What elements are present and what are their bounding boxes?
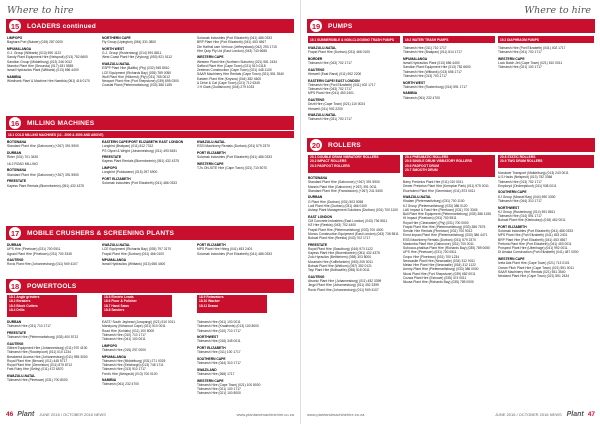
section-number: 18	[8, 279, 22, 293]
listing: Hirewell (East Rand) (011) 902 2200	[308, 72, 362, 77]
listing: Standard Plant Hire (Gaborone) (+267) 391 5900	[308, 180, 380, 185]
listing: Longbird (Polokwane) (015) 297 6900	[102, 170, 158, 175]
listing: Road Hire (Kohlatu) (011) 100 8000	[102, 328, 155, 333]
listing: ESPP Plant Hire (Ballito) (Pty) (032) 945 8510	[102, 66, 170, 71]
listing: Tidmarsh Hire (Middelburg) (031) 271 0025	[102, 358, 166, 363]
listing: J H Clark (Oudtshoorn) (044) 279 1033	[197, 85, 255, 90]
milling-col-2	[102, 140, 194, 200]
listing: Ntambo Plant Hire (Secunda) (017) 631 5555	[7, 63, 74, 68]
listing: Royal Plant Hire (Sasolburg) (016) 973 1122	[308, 246, 373, 251]
region-heading: PORT ELIZABETH	[498, 224, 527, 229]
region-heading: KWAZULU-NATAL	[102, 243, 131, 247]
region-heading: PORT ELIZABETH	[197, 150, 226, 155]
listing: Ekurhuleni Plant Hire (Germiston) (011) 873 0011	[403, 188, 476, 193]
rollers-subs-2	[403, 155, 495, 177]
rollers-col-3	[498, 171, 594, 406]
listing: Metan Hire Plant Hire (Newcastle) (034) 312 1122	[403, 263, 476, 268]
pumps-sub-2: 19.2 WATER/ TRASH PUMPS	[403, 36, 495, 43]
listing: Tidmarsh Hire (Port Elizabeth) (041) 402 1717	[498, 46, 566, 50]
listing: Tidmarsh Hire (016) 345 0011	[197, 339, 241, 344]
crushers-col-2	[102, 243, 194, 273]
listing: Cozwa Plant Hire (Eshowe) (035) 474 0011	[403, 275, 467, 280]
listing: Tayi Plant Hire (Bothaville) (056) 515 0011	[308, 268, 370, 273]
region-heading: FREESTATE	[102, 155, 122, 160]
listing: Bobcat Plant Hire (Klerksdorp) (018) 462 0011	[498, 218, 566, 223]
listing: Tidmarsh Hire (010) 710 1717	[197, 328, 241, 333]
pumps-col-3	[498, 46, 594, 128]
listing: KJ Group (Pietermaritzburg) (033) 386 0120	[403, 203, 468, 208]
region-heading: GAUTENG	[308, 98, 325, 103]
listing: Mannis Plant Hire (Gaborone) (+267) 391 0011	[308, 184, 377, 189]
powertools-col-1	[7, 320, 99, 406]
sub-category: 20.5 SINGLE DRUM VIBRATORY ROLLERS	[405, 159, 472, 164]
listing: Royal Plant Hire (Benoni) (011) 445 5717	[7, 358, 68, 363]
listing: Tidmarsh Hire (013) 910 1717	[102, 367, 146, 372]
listing: Standard Plant Hire (Gaborone) (+267) 391 5900	[7, 144, 79, 149]
listing: Hi Impact (Pinetown) (031) 700 5511	[403, 216, 457, 221]
listing: Barry Pretorius Plant Hire (011) 010 0011	[403, 180, 464, 184]
listing: Tidmarsh Hire (Pinetown) (031) 700 8000	[7, 378, 68, 383]
listing: Tidmarsh Hire (011) 710 1717	[403, 46, 447, 50]
listing: Tidmarsh Hire (014) 591 1717	[498, 214, 542, 219]
region-heading: NAMIBIA	[102, 378, 117, 383]
listing: Sandton Group (Middelburg) (013) 246 0012	[7, 59, 73, 64]
region-heading: LIMPOPO	[102, 166, 118, 171]
region-heading: WESTERN CAPE	[197, 55, 224, 60]
listing: Standard Plant Hire (Gaborone) (+267) 391 5900	[7, 172, 79, 177]
listing: Zolo Hyraulics (Bethlehem) (058) 303 8000	[308, 255, 372, 260]
listing: Frapid Plant Hire (Pietermaritzburg) (033) 700 4000	[308, 227, 384, 232]
listing: TJ's ON-SITE Hire (Cape Town) (021) 710 5070	[197, 166, 268, 171]
listing: Nkosa Plant Hire (Richards Bay) (035) 789 0000	[403, 280, 474, 285]
sub-category: 18.1 Angle grinders	[9, 295, 40, 299]
listing: Kayess Plant Hire (Bloemfontein) (051) 432 4375	[308, 251, 380, 256]
region-heading: MPUMALANGA	[102, 258, 127, 263]
listing: BRP Plant Hire (Port Elizabeth) (041) 453 4567	[197, 40, 267, 45]
region-heading: NORTH WEST	[102, 46, 125, 51]
listing: Rovic Plant Hire (Johannesburg) (011) 949 4107	[7, 262, 78, 267]
region-heading: GAUTENG	[7, 341, 24, 346]
listing: Ammy-Plant Hire (Pietermaritzburg) (033) 386 0000	[403, 267, 479, 272]
powertools-col-2	[102, 320, 194, 406]
listing: Tidmarsh Hire (031) 710 1717	[7, 324, 51, 329]
region-heading: NAMIBIA	[7, 74, 22, 79]
listing: Subocca-phalitua Plant Hire (Richards Bay) (035) 789 0050	[403, 246, 490, 251]
footer-right	[301, 409, 600, 420]
listing: Royal Plant Hire (Germiston) (011) 875 8712	[7, 363, 73, 368]
listing: Grupo Hire (Pinetown) (031) 700 1234	[403, 254, 460, 259]
listing: Ocean Pitch Plant Hire (Cape Town) (021) 551 0011	[498, 265, 574, 270]
listing: Hirewell (011) 902 2200	[308, 106, 343, 111]
sub-category: 18.2 Breakers	[9, 299, 31, 304]
listing: Mandyuny (Kirkwood Cape) (021) 510 0011	[102, 324, 166, 329]
listing: Kayess Plant Rentals (Bloemfontein) (051) 432 4375	[7, 183, 84, 188]
listing: Standard Plant Hire (Francistown) (+267) 241 5400	[308, 188, 383, 193]
listing: Hire Quip Pty Ltd (East London) (043) 743 6655	[197, 48, 268, 53]
region-heading: SOUTHERN CAPE	[498, 190, 527, 195]
loaders-col-3	[197, 36, 293, 110]
listing: G.J. Group (Rustenburg) (014) 591 8811	[102, 51, 162, 56]
listing: BRP Plant Hire (Port Elizabeth) (041) 453 4567	[498, 237, 568, 242]
listing: Coastal Plant (Pietermaritzburg) (033) 386 1155	[102, 83, 172, 88]
crushers-col-1	[7, 243, 99, 273]
listing: Windhoek Plant & Machine Hire Namibia (061) 416 0170	[7, 79, 90, 84]
listing: Monos Construction Equipment (East London) (043) 736 5511	[308, 231, 399, 236]
sub-category: 20.2 IMPACT ROLLERS	[310, 159, 347, 164]
listing: Newport Plant Hire (Port Shepstone) (039) 695 0300	[102, 79, 179, 84]
listing: Newcastle Plant Hire (Newcastle) (034) 312 0011	[403, 258, 475, 263]
region-heading: KWAZULU-NATAL	[308, 46, 337, 50]
listing: Safford Plant Hire (Cape Town) (021) 510 0118	[197, 63, 266, 68]
listing: Morokwe Transport (Middelburg) (013) 243 0011	[498, 171, 569, 175]
section-title: MOBILE CRUSHERS & SCREENING PLANTS	[27, 229, 175, 237]
region-heading: DURBAN	[308, 195, 323, 200]
brand-logo-right: Plant	[566, 411, 584, 418]
listing: Newland Plant Hire (Cape Town) (021) 551 2434	[498, 274, 570, 279]
listing: Tidmarsh Hire (044) 310 1717	[498, 198, 542, 203]
region-heading: BOTSWANA	[308, 176, 328, 180]
listing: Tidmarsh Hire (Cape Town) (021) 100 8000	[197, 382, 261, 387]
section-title: MILLING MACHINES	[27, 119, 95, 127]
section-title: POWERTOOLS	[27, 282, 77, 290]
listing: Tidmarsh Hire (044) 310 1717	[197, 361, 241, 366]
listing: Pretoria Plant Hire (Port Elizabeth) (041) 453 0011	[498, 241, 572, 246]
listing: Tidmarsh Hire (Pietermaritzburg) (033) 400 5712	[7, 335, 79, 340]
section-milling	[6, 116, 294, 130]
right-page	[300, 0, 600, 424]
brand-logo-left: Plant	[17, 411, 35, 418]
section-title: LOADERS continued	[27, 22, 96, 30]
crushers-col-3	[197, 243, 293, 273]
listing: Di Amaka Construction (Port Elizabeth) (041) 487 0000	[498, 250, 579, 255]
listing: Breakered Access Hire (Johannesburg) (011) 955 3000	[7, 354, 88, 359]
listing: Frapid Plant Hire (Durban) (031) 466 0100	[102, 251, 164, 256]
region-heading: GAUTENG	[308, 274, 325, 279]
listing: MPS Plant Hire Hiring (041) 453 2401	[197, 247, 253, 252]
section-powertools	[6, 279, 294, 293]
listing: Madumba Plant Hire (Gaborone) (031) 700 0011	[403, 241, 474, 246]
listing: Tidmarsh Hire (021) 100 1717	[498, 65, 542, 70]
listing: Mountain Hire (Koffiefontein) (053) 205 0011	[308, 259, 373, 264]
region-heading: SWAZILAND	[197, 367, 217, 372]
sub-category: 20.1 DOUBLE DRUM VIBRATORY ROLLERS	[310, 155, 379, 159]
listing: Emploryd (Ondeepkloof) (011) 938 0011	[498, 183, 557, 188]
sub-category: 18.10 Wacker	[199, 299, 220, 304]
listing: Tidmarsh Hire (021) 100 8000	[197, 391, 241, 396]
region-heading: NAMIBIA	[403, 91, 418, 96]
region-heading: EAST LONDON	[308, 214, 332, 219]
listing: Rovic Plant Hire (Johannesburg) (011) 949 4107	[308, 287, 379, 292]
region-heading: WESTERN CAPE	[498, 56, 525, 61]
issue-date-right: JUNE 2016 / OCTOBER 2016 NEWS	[495, 412, 562, 417]
listing: Fly Group (Upington) (054) 331 0800	[102, 40, 157, 45]
listing: Khalam (Pietermaritzburg) (031) 700 1100	[403, 199, 465, 204]
region-heading: PORT ELIZABETH	[102, 176, 131, 181]
listing: & Drive & Cat (Cape Town) (021) 712 6345	[197, 80, 260, 85]
listing: Tidmarsh Hire (Eelsburgh) (013) 748 1711	[102, 363, 164, 368]
listing: Solomak Industries (Port Elizabeth) (041) 486 0333	[197, 155, 272, 160]
region-heading: LIMPOPO	[102, 343, 118, 348]
listing: G.J. Group (Witbank) (013) 690 1122	[7, 51, 62, 56]
region-heading: KWAZULU-NATAL	[102, 62, 131, 67]
listing: KJ Group (Rustenburg) (014) 591 8811	[498, 209, 556, 214]
listing: CM Concrete Industries (East London) (043) 736 5511	[308, 219, 388, 224]
region-heading: BOTSWANA	[7, 140, 27, 144]
sub-category: 18.6 Floor & Polisher	[104, 299, 137, 304]
listing: Ismail Hydraulics Plant (013) 656 4400	[403, 61, 460, 66]
listing: Tidmarsh Hire (Brakpan) (011) 814 1717	[403, 50, 463, 55]
loaders-col-2	[102, 36, 194, 110]
region-heading: NORTHWEST	[197, 335, 219, 340]
listing: G Plant Hire (Durban) (031) 503 0058	[308, 199, 364, 204]
sub-category: 18.9 Rotavators	[199, 295, 224, 299]
listing: Ismail Hydraulics (Witbank) (013) 656 4400	[102, 262, 166, 267]
listing: Wolf Plant Hire (Hillcrest) (Pty) (031) 765 0012	[102, 74, 170, 79]
region-heading: LIMPOPO	[7, 36, 23, 40]
region-heading: DURBAN	[7, 320, 22, 324]
listing: SAAR Machinery Hire Rentals (021) 551 3540	[498, 269, 566, 274]
listing: U.S Hauls (Nelspruit) (013) 752 3366	[498, 175, 553, 180]
region-heading: MPUMALANGA	[7, 46, 32, 51]
region-heading: KWAZULU-NATAL	[197, 140, 226, 144]
listing: Ismail Hydraulics Plant (Witbank) (013) 656 4400	[7, 68, 79, 73]
listing: LCE Equipment (Richards Bay) (035) 789 0050	[102, 70, 172, 75]
listing: West Coast Plant Hire (Vryburg) (053) 921 0112	[102, 55, 172, 60]
listing: Gilbert Equipment Hire (Johannesburg) (011) 970 4100	[7, 346, 88, 351]
listing: Lodi Plant Hire (Durban) (031) 466 0100	[308, 203, 367, 208]
rollers-subs-1	[308, 155, 400, 173]
region-heading: NORTH WEST	[403, 80, 426, 85]
listing: Tidmarsh Hire (031) 700 1717	[308, 117, 352, 122]
listing: Frapid Plant Hire Hire (Pietermaritzburg) (033) 386 7575	[403, 224, 486, 229]
website-right[interactable]: www.plantandmachinehire.co.za	[307, 412, 365, 417]
listing: Fast Ruby Hire (Selby) (011) 472 6570	[7, 367, 64, 372]
listing: MPS Plant Hire (Port Elizabeth) (041) 453 2401	[498, 233, 568, 238]
section-number: 20	[309, 138, 323, 152]
region-heading: WESTERN CAPE	[197, 161, 224, 166]
sub-category: 20.4 PNEUMATIC ROLLERS	[405, 155, 449, 159]
listing: Tidmarsh (061) 232 4700	[403, 95, 440, 100]
milling-col-1	[7, 140, 99, 200]
sub-category: 18.4 Drills	[9, 307, 25, 312]
listing: MPS Plant Hire (041) 453 2401	[308, 91, 354, 96]
listing: Tidmarsh Hire (Kraaifonts) (013) 100 8000	[197, 324, 259, 329]
listing: Tidmarsh Hire (043) 702 1717	[308, 61, 352, 66]
listing: Tidmarsh Hire (011) 100 1717	[197, 350, 241, 355]
listing: Tidmarsh Hire (Port Elizabeth) (041) 402 1717	[308, 82, 376, 87]
sub-category: 18.8 Sanders	[104, 307, 125, 312]
listing: Eastern Plant Hire (Knysna) (044) 382 4600	[197, 76, 262, 81]
listing: Tidmarsh (061) 232 4700	[102, 382, 139, 387]
listing: Ivela Ads Plant Hire (Cape Town) (021) 713 0101	[498, 261, 570, 266]
region-heading: DURBAN	[7, 243, 22, 247]
where-to-hire-heading-left: Where to hire	[7, 5, 74, 16]
listing: 16.2 ROAD MILLING	[7, 161, 38, 166]
listing: Drizit Hire (Cape Town) (021) 110 0024	[308, 102, 366, 107]
rollers-subs-3	[498, 155, 594, 168]
milling-col-3	[197, 140, 293, 200]
listing: ESSI Machinery Rentals (Durban) (031) 579 2370	[403, 237, 476, 242]
section-number: 16	[8, 116, 22, 130]
listing: Tidmarsh Hire (041) 100 0011	[102, 337, 146, 341]
pumps-col-1	[308, 46, 400, 128]
region-heading: PORT ELIZABETH	[197, 346, 226, 351]
region-heading: FREESTATE	[308, 242, 328, 247]
sub-category: 20.7 SMOOTH DRUM	[405, 167, 438, 172]
listing: Tidmarsh Hire (015) 297 0000	[102, 347, 146, 352]
listing: Tidmarsh Hire (013) 752 1717	[498, 179, 542, 184]
listing: Longbird (Brakpan) (011) 812 7312	[102, 144, 154, 149]
region-heading: GAUTENG	[308, 67, 325, 72]
listing: Fred's Hire (Nelspruit) (013) 700 0100	[102, 371, 158, 376]
section-crushers	[6, 226, 294, 240]
rollers-col-2	[403, 180, 495, 406]
sub-category: 20.8 STATIC ROLLERS	[500, 155, 536, 159]
section-rollers	[307, 138, 595, 152]
listing: Zeelmax Construction (Cape Town) (021) 448 1100	[197, 68, 272, 73]
sub-category: 18.3 Block Cutters	[9, 303, 38, 308]
section-title: ROLLERS	[328, 141, 361, 149]
listing: ESSI Machinery Rentals (Durban) (031) 579 2370	[197, 144, 270, 149]
region-heading: EASTERN CAPE/ EAST LONDON	[308, 78, 360, 83]
listing: UPS Hire (Pinetown) (031) 700 0511	[7, 247, 61, 252]
region-heading: FREESTATE	[7, 179, 27, 184]
listing: Nkosi Plant Hire (Port Shepstone) (039) 682 0011	[403, 271, 476, 276]
region-heading: MPUMALANGA	[403, 56, 428, 61]
listing: Bobcat Plant Hire (Welkom) (057) 352 0121	[308, 263, 372, 268]
listing: Rider (031) 701 3430	[7, 155, 39, 160]
region-heading: GAUTENG	[7, 258, 24, 263]
listing: Bobcat Plant Hire (Reekia) (043) 702 1717	[308, 236, 371, 241]
powertools-subs-2	[102, 295, 172, 317]
listing: Tidmarsh Hire (021) 100 1717	[197, 387, 241, 392]
milling-subheading: 16.1 COLD MILLING MACHINES (12 - 2000 & 2000 AND ABOVE)	[6, 131, 294, 138]
listing: Tidmarsh Hire (268) 1717	[197, 372, 235, 377]
listing: Bull Plant Hire Equipment (Pietermaritzburg) (033) 386 1155	[403, 212, 491, 217]
listing: LAK Impact & Fast Hire (Pinetown) (031) 700 3345	[403, 207, 478, 212]
region-heading: KWAZULU-NATAL	[403, 195, 432, 200]
listing: Kayess Plant Rentals (Bloemfontein) (051) 432 4375	[102, 159, 179, 164]
listing: Tidmarsh Hire (041) 700 1717	[498, 50, 542, 55]
sub-category: 18.11 Drawn	[199, 303, 219, 308]
listing: SAAR Machinery Hire Rentals (Cape Town) (021) 551 3540	[197, 72, 284, 77]
listing: Tidmarsh Hire (Witbank) (013) 656 1717	[403, 69, 462, 74]
listing: Solomak Industries (Port Elizabeth) (041) 486 0333	[498, 229, 573, 234]
region-heading: BOTSWANA	[7, 168, 27, 173]
page-number-left: 46	[6, 411, 14, 418]
listing: EAST/ South Jayhead (Jorapangi) (021) 510 0011	[102, 320, 176, 324]
listing: Tidmarsh Hire (043) 702 1717	[308, 87, 352, 92]
sub-category: 20.9 TWO DRUM ROLLERS	[500, 159, 543, 164]
listing: Jingzi Plant Hire (Johannesburg) (011) 452 3399	[308, 283, 379, 288]
listing: HZ Hire (Reekia) (043) 702 4400	[308, 223, 357, 228]
region-heading: MPUMALANGA	[102, 354, 127, 359]
listing: Prospect Plant Hire (Uitenhage) (041) 992 0011	[498, 246, 568, 251]
listing: Agraid Plant Hire (Pinetown) (031) 700 3345	[7, 251, 72, 256]
region-heading: SOUTHERN CAPE	[197, 356, 226, 361]
listing: Solomak Industries (Port Elizabeth) (041) 486 0333	[197, 36, 272, 40]
section-number: 19	[309, 19, 323, 33]
listing: Western Plant Hire (Northern Suburbs) (021) 551 2434	[197, 59, 278, 64]
listing: Tidmarsh Hire (013) 700 1717	[403, 73, 447, 78]
listing: Sendin Hire Rentals (Pinetown) (031) 700 9012	[403, 229, 473, 234]
sub-category: 18.7 Hand Saws	[104, 303, 129, 308]
listing: Tidmarsh Hire (Roodepoort) (011) 010 1234	[7, 350, 71, 355]
sub-category: 18.5 Electric Leads	[104, 295, 134, 299]
listing: Frapid Plant Hire (Durban) (031) 466 0100	[308, 50, 370, 55]
listing: KJ Group (Mossel Bay) (044) 690 3300	[498, 194, 556, 199]
listing: Die Halfroll cam Verhuur (Jeffreysbaai) (042) 293 1715	[197, 44, 277, 49]
listing: Ernst Impact Plant Hire (Pietermaritzburg) (033) 386 4471	[403, 233, 488, 238]
region-heading: NORTHERN CAPE	[102, 36, 131, 40]
section-pumps	[307, 19, 595, 33]
region-heading: FREESTATE	[7, 330, 27, 335]
listing: Royal Hire (Clearwater) (Pty) (031) 700 0000	[403, 220, 469, 225]
listing: PS Glycel & Wright (Johannesburg) (011) 493 5451	[102, 148, 178, 153]
region-heading: BORDER	[308, 56, 323, 61]
rollers-col-1	[308, 176, 400, 406]
pumps-sub-1: 19.1 SUBMERSIBLE & NON-CLOGGING TRASH PUMPS	[308, 36, 400, 43]
region-heading: DURBAN	[7, 150, 22, 155]
pumps-sub-3: 19.3 DIAPHRAGM PUMPS	[498, 36, 594, 43]
powertools-subs-1	[7, 295, 77, 317]
region-heading: WESTERN CAPE	[498, 257, 525, 262]
region-heading: NORTHWEST	[498, 205, 520, 210]
listing: Lock Batch Jet (Cape Town) (021) 510 0011	[498, 61, 563, 66]
listing: Tidmarsh Hire (010) 710 1717	[102, 332, 146, 337]
page-number-right: 47	[587, 411, 595, 418]
section-loaders	[6, 19, 294, 33]
loaders-col-1	[7, 36, 99, 110]
region-heading: EASTERN CAPE/PORT ELIZABETH/ EAST LONDON	[102, 140, 184, 144]
website-left[interactable]: www.plantandmachinehire.co.za	[236, 412, 294, 417]
issue-date-left: JUNE 2016 / OCTOBER 2016 NEWS	[39, 412, 106, 417]
footer-left	[0, 409, 300, 420]
sub-category: 20.6 PADFOOT DRUM	[405, 163, 440, 168]
region-heading: PORT ELIZABETH	[197, 243, 226, 247]
listing: UPS Hire (Pinetown) (031) 700 0511	[403, 250, 457, 255]
section-title: PUMPS	[328, 22, 353, 30]
pumps-col-2	[403, 46, 495, 128]
listing: Solomak Industries (Port Elizabeth) (041) 486 0333	[102, 181, 177, 186]
listing: Sandy Plant Equipment Hire (Nelspruit) (013) 752 6600	[7, 55, 88, 60]
section-number: 17	[8, 226, 22, 240]
where-to-hire-heading-right: Where to hire	[524, 5, 591, 16]
listing: Ashayi Plant Management Solutions (Durban) (031) 700 1100	[308, 208, 398, 213]
powertools-subs-3	[197, 295, 267, 313]
powertools-col-3	[197, 320, 293, 406]
listing: Tidmarsh Hire (041) 100 0011	[197, 320, 241, 324]
region-heading: WESTERN CAPE	[197, 378, 224, 383]
section-number: 15	[8, 19, 22, 33]
listing: LCE Equipment (Richards Bay) (035) 797 3170	[102, 247, 172, 252]
listing: Baghara Port (Bulwer) (015) 287 0000	[7, 40, 63, 45]
sub-category: 20.3 PADFOOT ROLLERS	[310, 163, 350, 168]
region-heading: KWAZULU-NATAL	[7, 373, 36, 378]
listing: Sandton Plant Equipment Hire (013) 752 6600	[403, 65, 471, 70]
listing: Atsonic Plant Hire (Johannesburg) (011) 452 3399	[308, 279, 382, 284]
region-heading: KWAZULU-NATAL	[308, 113, 337, 118]
listing: Solomak Industries (Port Elizabeth) (041) 486 0333	[197, 251, 272, 256]
listing: Tidmarsh Hire (Rustenburg) (014) 591 1717	[403, 84, 468, 89]
listing: Dewer Pretorius Plant Hire (Kempton Park) (011) 975 0011	[403, 184, 489, 189]
